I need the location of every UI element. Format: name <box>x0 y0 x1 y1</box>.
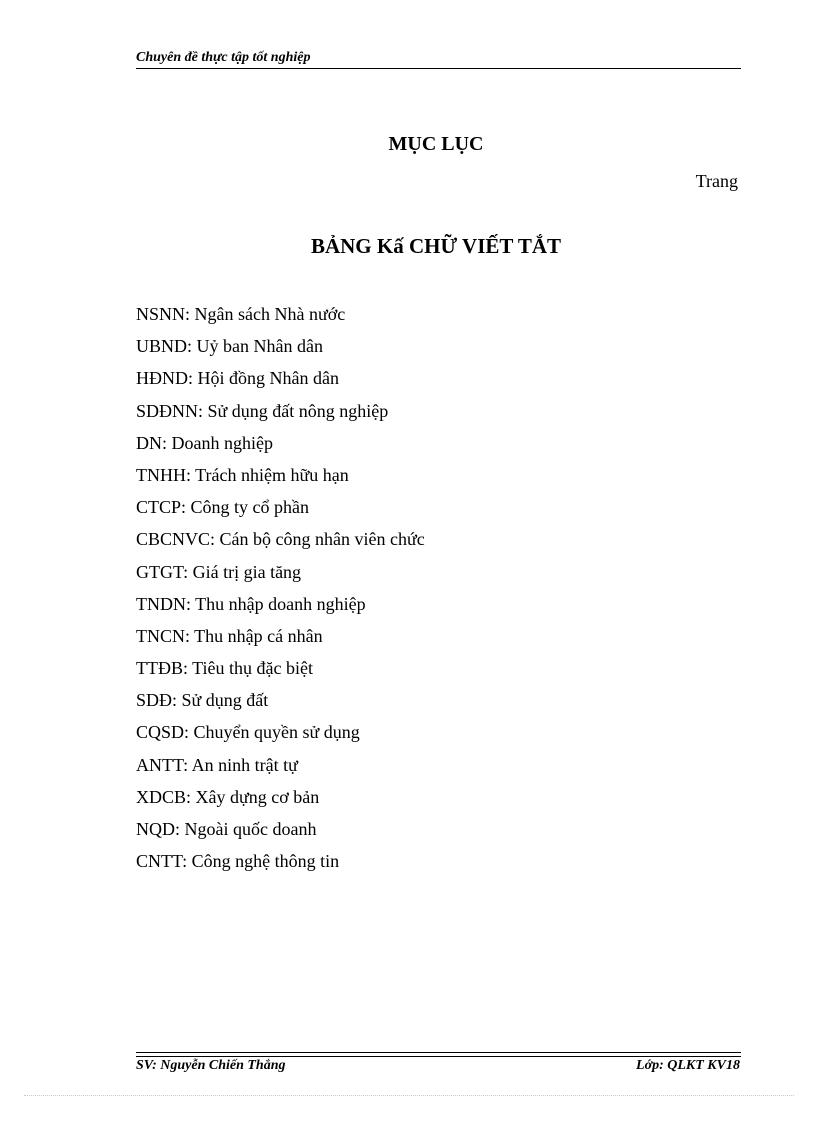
footer-student-name: SV: Nguyễn Chiến Thắng <box>136 1058 286 1073</box>
abbreviation-item: DN: Doanh nghiệp <box>136 432 273 453</box>
abbreviations-title: BẢNG Kấ CHỮ VIẾT TẮT <box>310 234 562 258</box>
abbreviation-item: HĐND: Hội đồng Nhân dân <box>136 368 339 389</box>
abbreviation-item: UBND: Uỷ ban Nhân dân <box>136 336 323 357</box>
footer-class: Lớp: QLKT KV18 <box>636 1058 740 1073</box>
abbreviation-item: NQD: Ngoài quốc doanh <box>136 819 317 839</box>
abbreviation-item: NSNN: Ngân sách Nhà nước <box>136 304 346 324</box>
abbreviation-item: CTCP: Công ty cổ phần <box>136 497 310 518</box>
abbreviation-list <box>136 302 425 881</box>
toc-title: MỤC LỤC <box>388 133 484 155</box>
footer-divider <box>136 1052 741 1057</box>
abbreviation-item: XDCB: Xây dựng cơ bản <box>136 786 320 807</box>
abbreviation-item: SDĐNN: Sử dụng đất nông nghiệp <box>136 400 389 421</box>
header-divider <box>136 68 741 69</box>
abbreviation-item: ANTT: An ninh trật tự <box>136 754 298 775</box>
toc-page-column-label: Trang <box>695 171 738 191</box>
abbreviation-item: TTĐB: Tiêu thụ đặc biệt <box>136 658 313 679</box>
header-title: Chuyên đề thực tập tốt nghiệp <box>136 50 311 65</box>
abbreviation-item: SDĐ: Sử dụng đất <box>136 690 269 711</box>
abbreviation-item: TNCN: Thu nhập cá nhân <box>136 625 323 646</box>
abbreviation-item: CNTT: Công nghệ thông tin <box>136 851 340 872</box>
abbreviation-item: TNDN: Thu nhập doanh nghiệp <box>136 593 366 614</box>
abbreviation-item: CBCNVC: Cán bộ công nhân viên chức <box>136 529 425 550</box>
abbreviation-item: GTGT: Giá trị gia tăng <box>136 561 302 582</box>
abbreviation-item: CQSD: Chuyển quyền sử dụng <box>136 722 360 743</box>
abbreviation-item: TNHH: Trách nhiệm hữu hạn <box>136 464 349 485</box>
page-bottom-edge <box>24 1095 794 1096</box>
